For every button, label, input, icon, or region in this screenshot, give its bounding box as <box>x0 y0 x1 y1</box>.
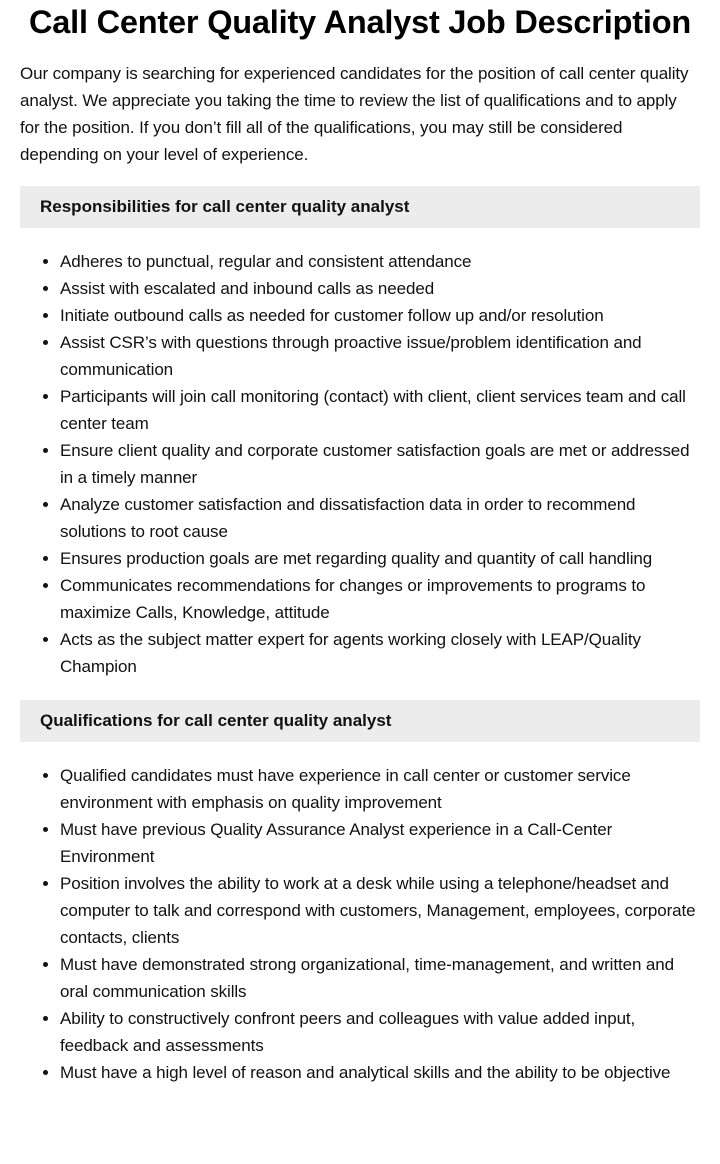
qualification-item: Must have previous Quality Assurance Analyst experience in a Call-Center Environment <box>60 816 700 870</box>
responsibility-item: Adheres to punctual, regular and consistent attendance <box>60 248 700 275</box>
responsibility-item: Acts as the subject matter expert for agents working closely with LEAP/Quality Champion <box>60 626 700 680</box>
responsibility-item: Participants will join call monitoring (contact) with client, client services team and call center team <box>60 383 700 437</box>
responsibilities-heading: Responsibilities for call center quality analyst <box>20 186 700 228</box>
qualifications-list <box>20 762 700 1086</box>
qualification-item: Position involves the ability to work at a desk while using a telephone/headset and computer to talk and correspond with customers, Management, employees, corporate contacts, clients <box>60 870 700 951</box>
qualifications-heading: Qualifications for call center quality analyst <box>20 700 700 742</box>
page-title: Call Center Quality Analyst Job Description <box>28 4 691 40</box>
responsibility-item: Assist CSR’s with questions through proactive issue/problem identification and communication <box>60 329 700 383</box>
qualification-item: Must have demonstrated strong organizational, time-management, and written and oral communication skills <box>60 951 700 1005</box>
responsibility-item: Communicates recommendations for changes or improvements to programs to maximize Calls, Knowledge, attitude <box>60 572 700 626</box>
responsibility-item: Assist with escalated and inbound calls as needed <box>60 275 700 302</box>
responsibility-item: Ensures production goals are met regarding quality and quantity of call handling <box>60 545 700 572</box>
qualification-item: Must have a high level of reason and analytical skills and the ability to be objective <box>60 1059 700 1086</box>
responsibility-item: Analyze customer satisfaction and dissatisfaction data in order to recommend solutions to root cause <box>60 491 700 545</box>
intro-paragraph: Our company is searching for experienced candidates for the position of call center quality analyst. We appreciate you taking the time to review the list of qualifications and to apply for the position. If you don’t fill all of the qualifications, you may still be considered depending on your level of experience. <box>20 64 689 164</box>
responsibilities-list <box>20 248 700 680</box>
qualification-item: Qualified candidates must have experience in call center or customer service environment with emphasis on quality improvement <box>60 762 700 816</box>
responsibility-item: Initiate outbound calls as needed for customer follow up and/or resolution <box>60 302 700 329</box>
qualification-item: Ability to constructively confront peers and colleagues with value added input, feedback and assessments <box>60 1005 700 1059</box>
responsibility-item: Ensure client quality and corporate customer satisfaction goals are met or addressed in a timely manner <box>60 437 700 491</box>
